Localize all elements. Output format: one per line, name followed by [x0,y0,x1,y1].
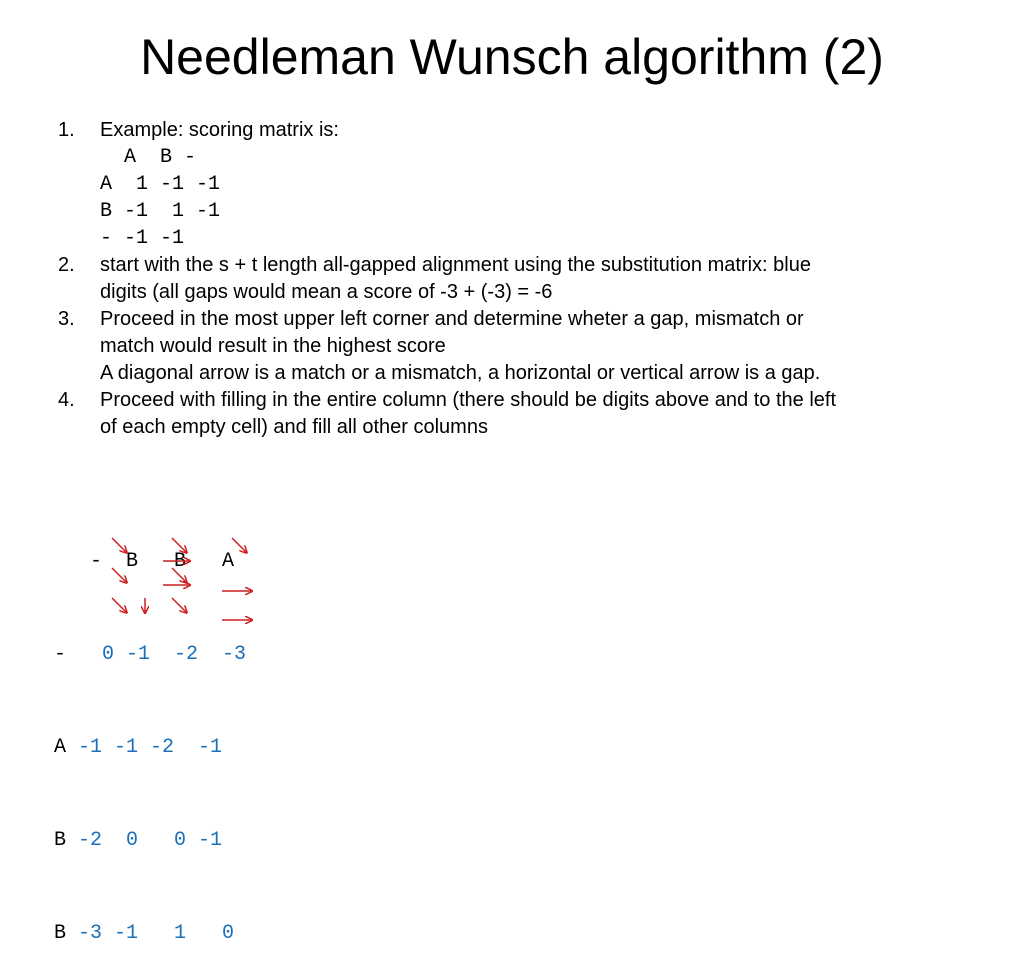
alignment-grid [54,484,246,980]
grid-row-values: -1 -1 -2 -1 [78,736,223,759]
scoring-matrix-row-a: A 1 -1 -1 [100,173,221,196]
numbered-list [58,117,958,441]
grid-row-values: -3 -1 1 0 [78,922,235,945]
item-number: 3. [58,308,75,330]
grid-row [54,918,246,949]
scoring-matrix-row-gap: - -1 -1 [100,227,185,250]
grid-row-label: A [54,736,67,759]
grid-header: - B B A [54,550,235,573]
item-text: Example: scoring matrix is: [100,119,339,141]
item-line: A diagonal arrow is a match or a mismatch, a horizontal or vertical arrow is a gap. [100,362,821,384]
grid-row-label: B [54,922,67,945]
grid-row-label: - [54,643,67,666]
list-item-2 [58,252,958,306]
list-item-3 [58,306,958,387]
grid-row-label: B [54,829,67,852]
list-item-4 [58,387,958,441]
grid-row [54,825,246,856]
item-line: of each empty cell) and fill all other columns [100,416,488,438]
item-number: 4. [58,389,75,411]
grid-row [54,732,246,763]
slide-title: Needleman Wunsch algorithm (2) [140,29,884,85]
item-line: Proceed with filling in the entire column (there should be digits above and to the left [100,389,836,411]
list-item-1 [58,117,958,252]
item-line: Proceed in the most upper left corner and determine wheter a gap, mismatch or [100,308,804,330]
item-line: digits (all gaps would mean a score of -3 + (-3) = -6 [100,281,553,303]
scoring-matrix-row-header: A B - [100,146,197,169]
item-number: 1. [58,119,75,141]
grid-row [54,639,246,670]
grid-row-values: -2 0 0 -1 [78,829,223,852]
item-line: start with the s + t length all-gapped alignment using the substitution matrix: blue [100,254,811,276]
item-line: match would result in the highest score [100,335,446,357]
grid-row-values: 0 -1 -2 -3 [90,643,247,666]
scoring-matrix-row-b: B -1 1 -1 [100,200,221,223]
item-number: 2. [58,254,75,276]
